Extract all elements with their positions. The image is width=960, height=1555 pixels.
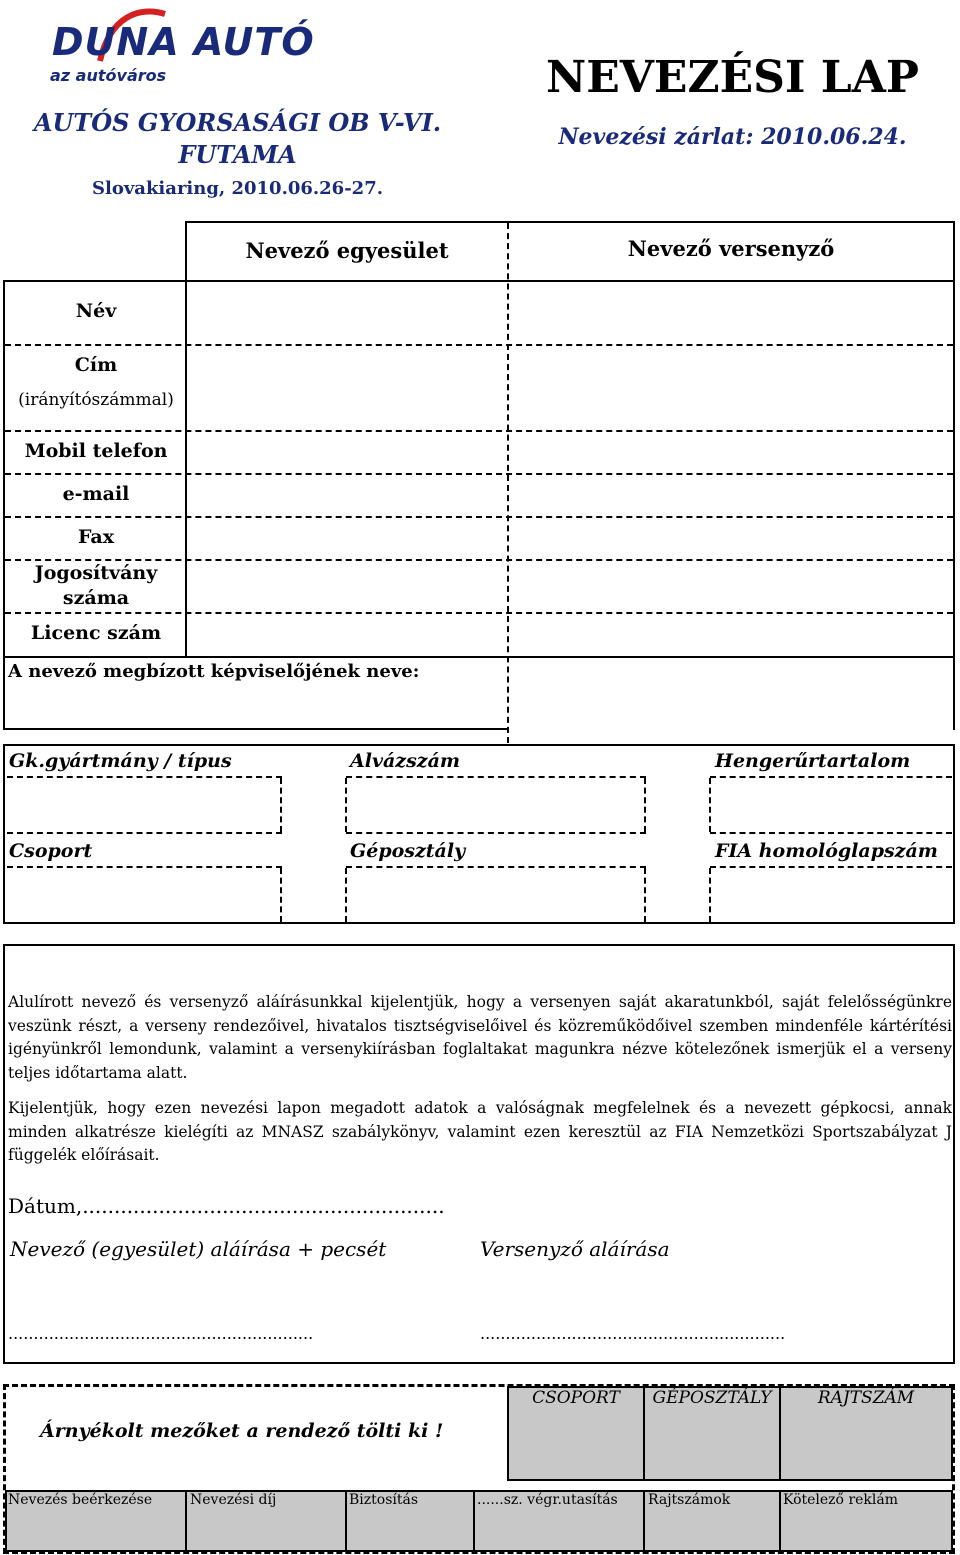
event-place-date: Slovakiaring, 2010.06.26-27.	[92, 178, 383, 199]
label-licence-no: Licenc szám	[30, 622, 162, 644]
fia-field[interactable]	[713, 870, 951, 920]
entry-fee-label: Nevezési díj	[190, 1492, 277, 1508]
declaration-paragraph-2: Kijelentjük, hogy ezen nevezési lapon megadott adatok a valóságnak megfelelnek és a nevezett gépkocsi, annak minden alkatrésze kielégíti az MNASZ szabálykönyv, valamint ezen keresztül az FIA Nemzetközi Sportszabályzat J függelék előírásait.	[8, 1099, 952, 1164]
class-field[interactable]	[349, 870, 642, 920]
start-numbers-label: Rajtszámok	[648, 1492, 731, 1508]
label-license-2: száma	[62, 587, 130, 609]
chassis-field[interactable]	[349, 780, 642, 830]
label-fax: Fax	[77, 526, 115, 548]
driver-signature-line: ............................................................	[480, 1324, 786, 1343]
club-signature-label: Nevező (egyesület) aláírása + pecsét	[10, 1237, 387, 1261]
row-separator	[5, 473, 953, 475]
car-field-edge	[345, 778, 347, 832]
label-email: e-mail	[62, 483, 130, 505]
entry-received-label: Nevezés beérkezése	[8, 1492, 153, 1508]
car-line	[710, 832, 952, 834]
car-line	[346, 776, 646, 778]
car-field-edge	[709, 778, 711, 832]
regulation-label: ......sz. végr.utasítás	[477, 1492, 618, 1508]
start-number-cell-label: RAJTSZÁM	[817, 1388, 915, 1408]
column-header-driver: Nevező versenyző	[627, 236, 835, 261]
group-field[interactable]	[10, 870, 278, 920]
date-line: Dátum,.........................................................	[8, 1194, 445, 1218]
label-fia: FIA homológlapszám	[715, 840, 938, 862]
car-line	[7, 776, 282, 778]
label-car-make: Gk.gyártmány / típus	[9, 750, 232, 772]
representative-top-line	[5, 656, 953, 658]
declaration-paragraph-1: Alulírott nevező és versenyző aláírásunkkal kijelentjük, hogy a versenyen saját akaratunkból, saját felelősségünkre veszünk részt, a verseny rendezőivel, hivatalos tisztségviselőivel és közreműködőivel szemben mindenféle kártérítési igényünkről lemondunk, valamint a versenykiírásban foglaltakat magunkra nézve kötelezőnek ismerjük el a verseny teljes időtartama alatt.	[8, 993, 952, 1082]
label-representative: A nevező megbízott képviselőjének neve:	[8, 661, 420, 682]
event-title: AUTÓS GYORSASÁGI OB V-VI.	[33, 108, 442, 137]
class-cell-label: GÉPOSZTÁLY	[652, 1388, 772, 1408]
entry-deadline: Nevezési zárlat: 2010.06.24.	[558, 124, 907, 150]
row-separator	[5, 559, 953, 561]
event-title-2: FUTAMA	[178, 140, 297, 169]
car-line	[710, 866, 952, 868]
car-line	[346, 832, 646, 834]
label-chassis: Alvázszám	[350, 750, 461, 772]
car-field-edge	[345, 868, 347, 922]
label-displacement: Hengerűrtartalom	[715, 750, 911, 772]
column-header-club: Nevező egyesület	[245, 238, 449, 263]
representative-bottom-line	[3, 728, 509, 730]
organizer-note: Árnyékolt mezőket a rendező tölti ki !	[40, 1420, 444, 1442]
driver-signature-label: Versenyző aláírása	[480, 1237, 670, 1261]
row-separator	[5, 430, 953, 432]
label-class: Géposztály	[350, 840, 466, 862]
row-separator	[5, 612, 953, 614]
logo: DUNA AUTÓ	[52, 20, 315, 64]
insurance-label: Biztosítás	[349, 1492, 419, 1508]
row-separator	[5, 516, 953, 518]
car-field-edge	[280, 778, 282, 832]
logo-tagline: az autóváros	[50, 66, 167, 85]
mandatory-ad-label: Kötelező reklám	[783, 1492, 899, 1508]
car-field-edge	[280, 868, 282, 922]
club-signature-line: ............................................................	[8, 1324, 314, 1343]
club-name-field[interactable]	[188, 284, 505, 342]
form-title: NEVEZÉSI LAP	[546, 52, 919, 103]
driver-name-field[interactable]	[511, 284, 951, 342]
label-license: Jogosítvány	[34, 562, 158, 584]
label-name: Név	[75, 300, 117, 322]
car-field-edge	[709, 868, 711, 922]
car-field-edge	[644, 868, 646, 922]
label-address: Cím	[74, 354, 118, 376]
label-address-note: (irányítószámmal)	[18, 390, 174, 410]
displacement-field[interactable]	[713, 780, 951, 830]
car-line	[7, 866, 282, 868]
car-line	[346, 866, 646, 868]
car-field-edge	[644, 778, 646, 832]
car-line	[7, 832, 282, 834]
group-cell-label: CSOPORT	[532, 1388, 620, 1408]
label-mobile: Mobil telefon	[24, 440, 168, 462]
row-separator	[5, 344, 953, 346]
car-make-field[interactable]	[10, 780, 278, 830]
label-group: Csoport	[9, 840, 93, 862]
car-line	[710, 776, 952, 778]
